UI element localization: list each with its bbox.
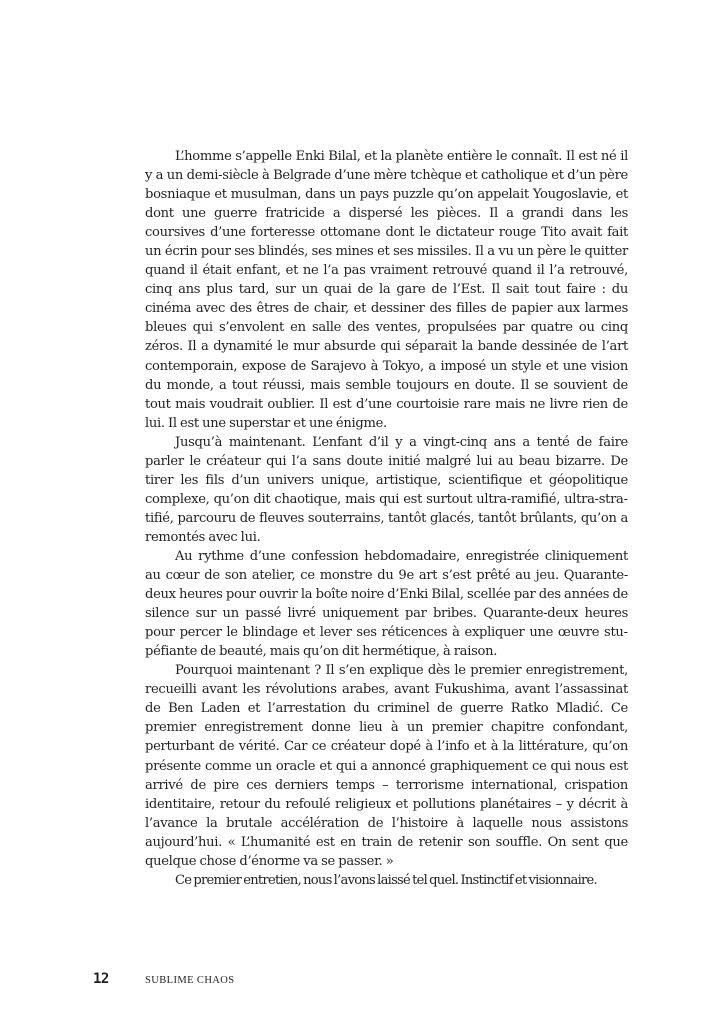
paragraph-3: Au rythme d’une confession hebdomadaire, enregistrée cliniquement au cœur de son atelier, ce monstre du 9e art s’est prêté au jeu. Quarante-deux heures pour ouvrir la boîte noire d’Enki Bilal, scellée par des années de silence sur un passé livré uniquement par bribes. Quarante-deux heures pour percer le blindage et lever ses réticences à expliquer une œuvre stupéfiante de beauté, mais qu’on dit hermétique, à raison. [145,548,628,660]
paragraph-5: Ce premier entretien, nous l’avons laissé tel quel. Instinctif et visionnaire. [175,872,597,888]
page-footer [93,971,235,991]
page-number: 12 [93,971,109,987]
paragraph-1: L’homme s’appelle Enki Bilal, et la planète entière le connaît. Il est né il y a un demi-siècle à Belgrade d’une mère tchèque et catholique et d’un père bosniaque et musulman, dans un pays puzzle qu’on appelait Yougoslavie, et dont une guerre fratricide a dispersé les pièces. Il a grandi dans les coursives d’une forteresse ottomane dont le dictateur rouge Tito avait fait un écrin pour ses blindés, ses mines et ses missiles. Il a vu un père le quitter quand il était enfant, et ne l’a pas vraiment retrouvé quand il l’a retrouvé, cinq ans plus tard, sur un quai de la gare de l’Est. Il sait tout faire : du cinéma avec des êtres de chair, et dessiner des filles de papier aux larmes bleues qui s’envolent en salle des ventes, propulsées par quatre ou cinq zéros. Il a dynamité le mur absurde qui séparait la bande dessinée de l’art contemporain, expose de Sarajevo à Tokyo, a imposé un style et une vision du monde, a tout réussi, mais semble toujours en doute. Il se souvient de tout mais voudrait oublier. Il est d’une courtoisie rare mais ne livre rien de lui. Il est une superstar et une énigme. [145,149,628,431]
body-text [145,147,628,890]
paragraph-4: Pourquoi maintenant ? Il s’en explique dès le premier enregistrement, recueilli avant les révolutions arabes, avant Fukushima, avant l’assassinat de Ben Laden et l’arrestation du criminel de guerre Ratko Mladić. Ce premier enregistrement donne lieu à un premier chapitre confondant, perturbant de vérité. Car ce créateur dopé à l’info et à la littérature, qu’on présente comme un oracle et qui a annoncé graphiquement ce qui nous est arrivé de pire ces derniers temps – terrorisme international, crispation identitaire, retour du refoulé religieux et pollutions planétaires – y décrit à l’avance la brutale accélération de l’histoire à laquelle nous assistons aujourd’hui. « L’humanité est en train de retenir son souffle. On sent que quelque chose d’énorme va se passer. » [145,663,628,869]
paragraph-2: Jusqu’à maintenant. L’enfant d’il y a vingt-cinq ans a tenté de faire parler le créateur qui l’a sans doute initié malgré lui au beau bizarre. De tirer les fils d’un univers unique, artistique, scientifique et géopolitique complexe, qu’on dit chaotique, mais qui est surtout ultra-ramifié, ultra-stratifié, parcouru de fleuves souterrains, tantôt glacés, tantôt brûlants, qu’on a remontés avec lui. [145,434,628,545]
running-head: SUBLIME CHAOS [145,975,235,986]
